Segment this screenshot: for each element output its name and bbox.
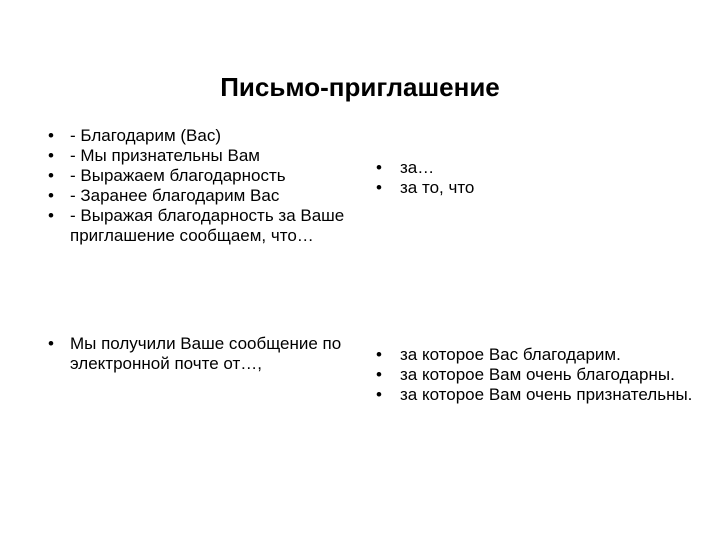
- list-item-text: Мы получили Ваше сообщение по электронной почте от…,: [70, 334, 342, 373]
- list-item: [372, 365, 702, 385]
- list-item-text: за которое Вас благодарим.: [400, 345, 621, 364]
- slide-title: Письмо-приглашение: [220, 72, 500, 102]
- list-item: [372, 385, 702, 405]
- left-bottom-list: [44, 334, 344, 374]
- list-item: [372, 178, 672, 198]
- bullet: •: [376, 178, 382, 197]
- list-item-text: за…: [400, 158, 435, 177]
- list-item-text: - Выражаем благодарность: [70, 166, 286, 185]
- bullet: •: [48, 126, 54, 145]
- bullet: •: [48, 146, 54, 165]
- list-item-text: - Мы признательны Вам: [70, 146, 260, 165]
- bullet: •: [376, 158, 382, 177]
- list-item: [44, 146, 354, 166]
- list-item: [44, 334, 344, 374]
- bullet: •: [376, 385, 382, 404]
- list-item: [44, 206, 354, 246]
- right-bottom-list: [372, 345, 702, 405]
- list-item: [372, 158, 672, 178]
- left-top-list: [44, 126, 354, 246]
- bullet: •: [48, 186, 54, 205]
- bullet: •: [48, 206, 54, 225]
- right-top-list: [372, 158, 672, 198]
- bullet: •: [48, 166, 54, 185]
- bullet: •: [376, 345, 382, 364]
- bullet: •: [376, 365, 382, 384]
- list-item-text: за которое Вам очень благодарны.: [400, 365, 675, 384]
- list-item-text: - Заранее благодарим Вас: [70, 186, 280, 205]
- list-item-text: - Благодарим (Вас): [70, 126, 221, 145]
- list-item: [44, 126, 354, 146]
- list-item: [372, 345, 702, 365]
- list-item-text: - Выражая благодарность за Ваше приглашение сообщаем, что…: [70, 206, 345, 245]
- list-item: [44, 186, 354, 206]
- list-item-text: за то, что: [400, 178, 475, 197]
- list-item: [44, 166, 354, 186]
- list-item-text: за которое Вам очень признательны.: [400, 385, 693, 404]
- bullet: •: [48, 334, 54, 353]
